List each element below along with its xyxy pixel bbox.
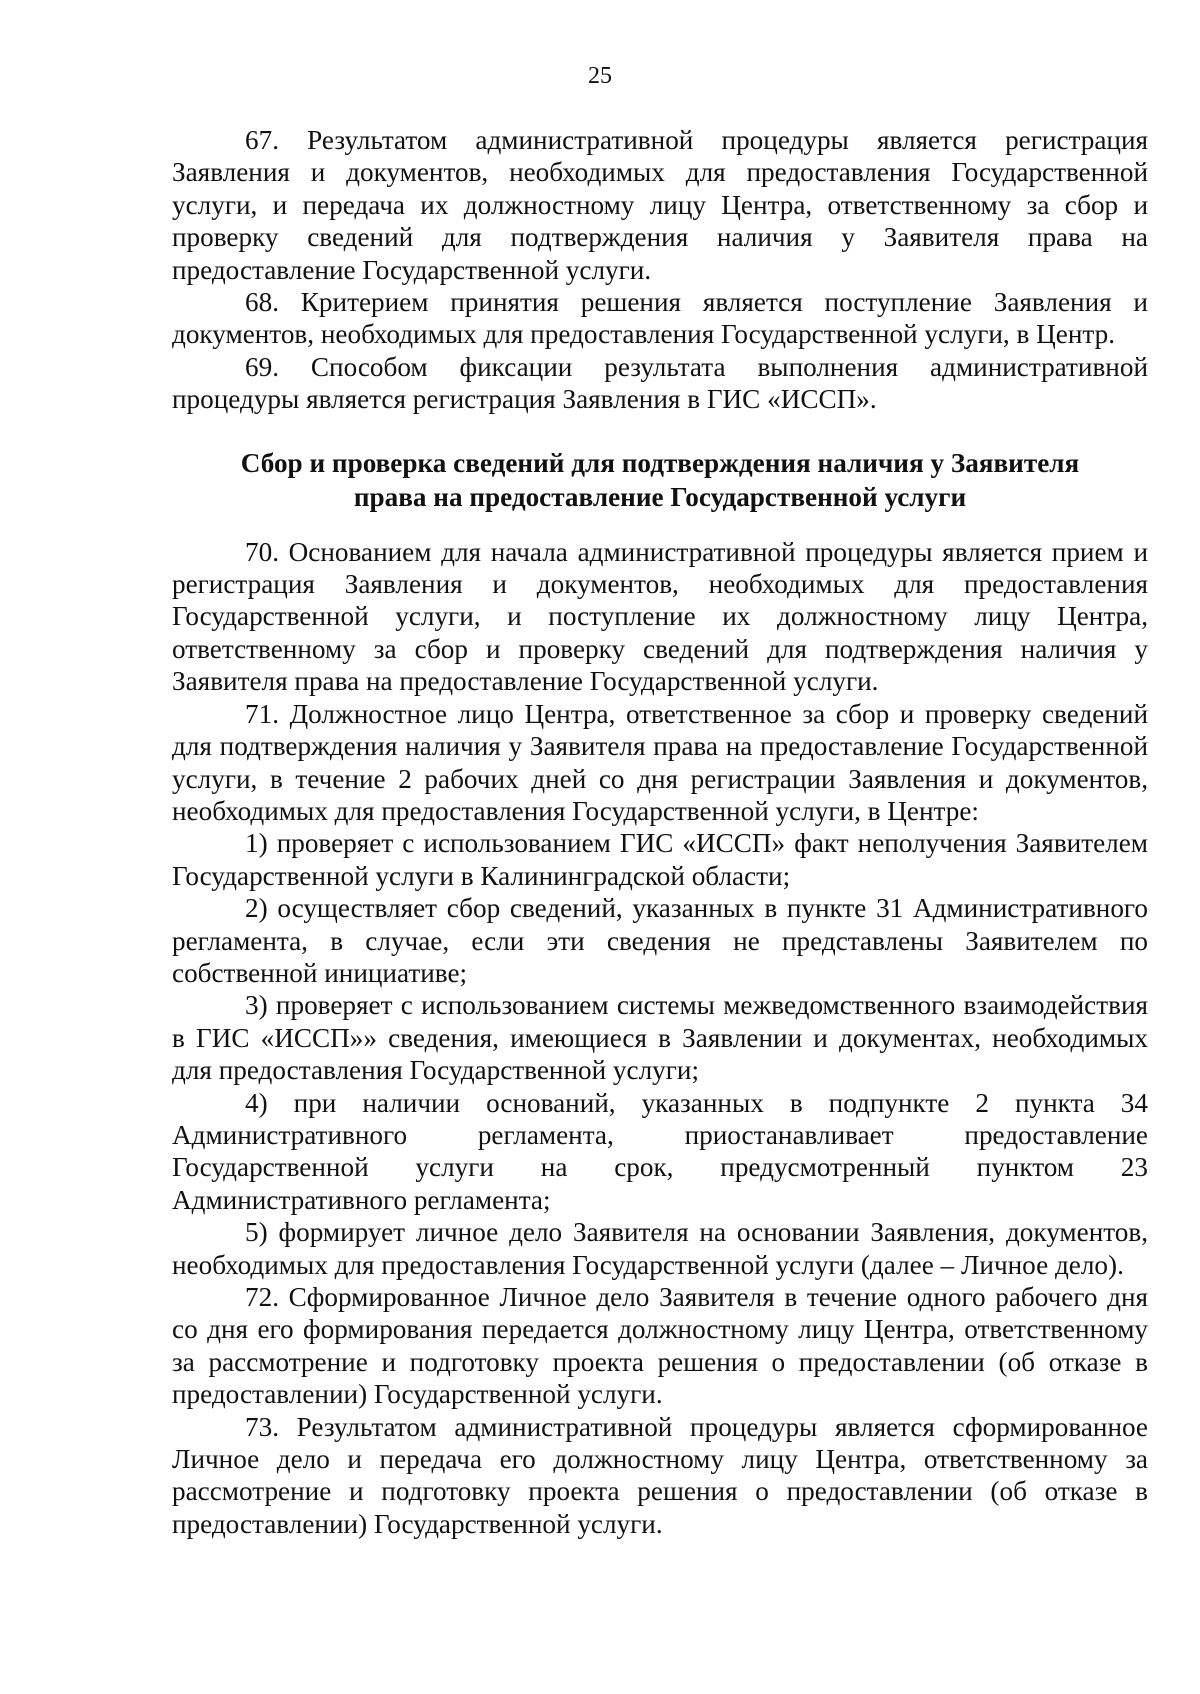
paragraph-73: 73. Результатом административной процедуры является сформированное Личное дело и передача его должностному лицу Центра, ответственному за рассмотрение и подготовку проекта решения о предоставлении (об отказе в предоставлении) Государственной услуги. bbox=[172, 1411, 1148, 1539]
list-item-1: 1) проверяет с использованием ГИС «ИССП» факт неполучения Заявителем Государственной услуги в Калининградской области; bbox=[172, 828, 1148, 891]
paragraph-72: 72. Сформированное Личное дело Заявителя в течение одного рабочего дня со дня его формирования передается должностному лицу Центра, ответственному за рассмотрение и подготовку проекта решения о предоставлении (об отказе в предоставлении) Государственной услуги. bbox=[172, 1282, 1148, 1410]
section-heading-line-1: Сбор и проверка сведений для подтверждения наличия у Заявителя bbox=[240, 447, 1080, 478]
list-item-4: 4) при наличии оснований, указанных в подпункте 2 пункта 34 Административного регламента, приостанавливает предоставление Государственной услуги на срок, предусмотренный пунктом 23 Административного регламента; bbox=[172, 1087, 1148, 1215]
list-item-5: 5) формирует личное дело Заявителя на основании Заявления, документов, необходимых для предоставления Государственной услуги (далее – Личное дело). bbox=[172, 1217, 1148, 1280]
document-body bbox=[172, 124, 1148, 1540]
section-heading bbox=[172, 446, 1148, 514]
paragraph-70: 70. Основанием для начала административной процедуры является прием и регистрация Заявления и документов, необходимых для предоставления Государственной услуги, и поступление их должностному лицу Центра, ответственному за сбор и проверку сведений для подтверждения наличия у Заявителя права на предоставление Государственной услуги. bbox=[172, 536, 1148, 697]
paragraph-71: 71. Должностное лицо Центра, ответственное за сбор и проверку сведений для подтверждения наличия у Заявителя права на предоставление Государственной услуги, в течение 2 рабочих дней со дня регистрации Заявления и документов, необходимых для предоставления Государственной услуги, в Центре: bbox=[172, 698, 1148, 826]
paragraph-67: 67. Результатом административной процедуры является регистрация Заявления и документов, необходимых для предоставления Государственной услуги, и передача их должностному лицу Центра, ответственному за сбор и проверку сведений для подтверждения наличия у Заявителя права на предоставление Государственной услуги. bbox=[172, 125, 1148, 285]
paragraph-69: 69. Способом фиксации результата выполнения административной процедуры является регистрация Заявления в ГИС «ИССП». bbox=[172, 351, 1148, 415]
list-item-2: 2) осуществляет сбор сведений, указанных в пункте 31 Административного регламента, в случае, если эти сведения не представлены Заявителем по собственной инициативе; bbox=[172, 893, 1148, 988]
page-number: 25 bbox=[588, 63, 612, 89]
list-item-3: 3) проверяет с использованием системы межведомственного взаимодействия в ГИС «ИССП»» сведения, имеющиеся в Заявлении и документах, необходимых для предоставления Государственной услуги; bbox=[172, 990, 1148, 1086]
paragraph-68: 68. Критерием принятия решения является поступление Заявления и документов, необходимых для предоставления Государственной услуги, в Центр. bbox=[172, 287, 1148, 350]
section-heading-line-2: права на предоставление Государственной услуги bbox=[353, 481, 967, 512]
